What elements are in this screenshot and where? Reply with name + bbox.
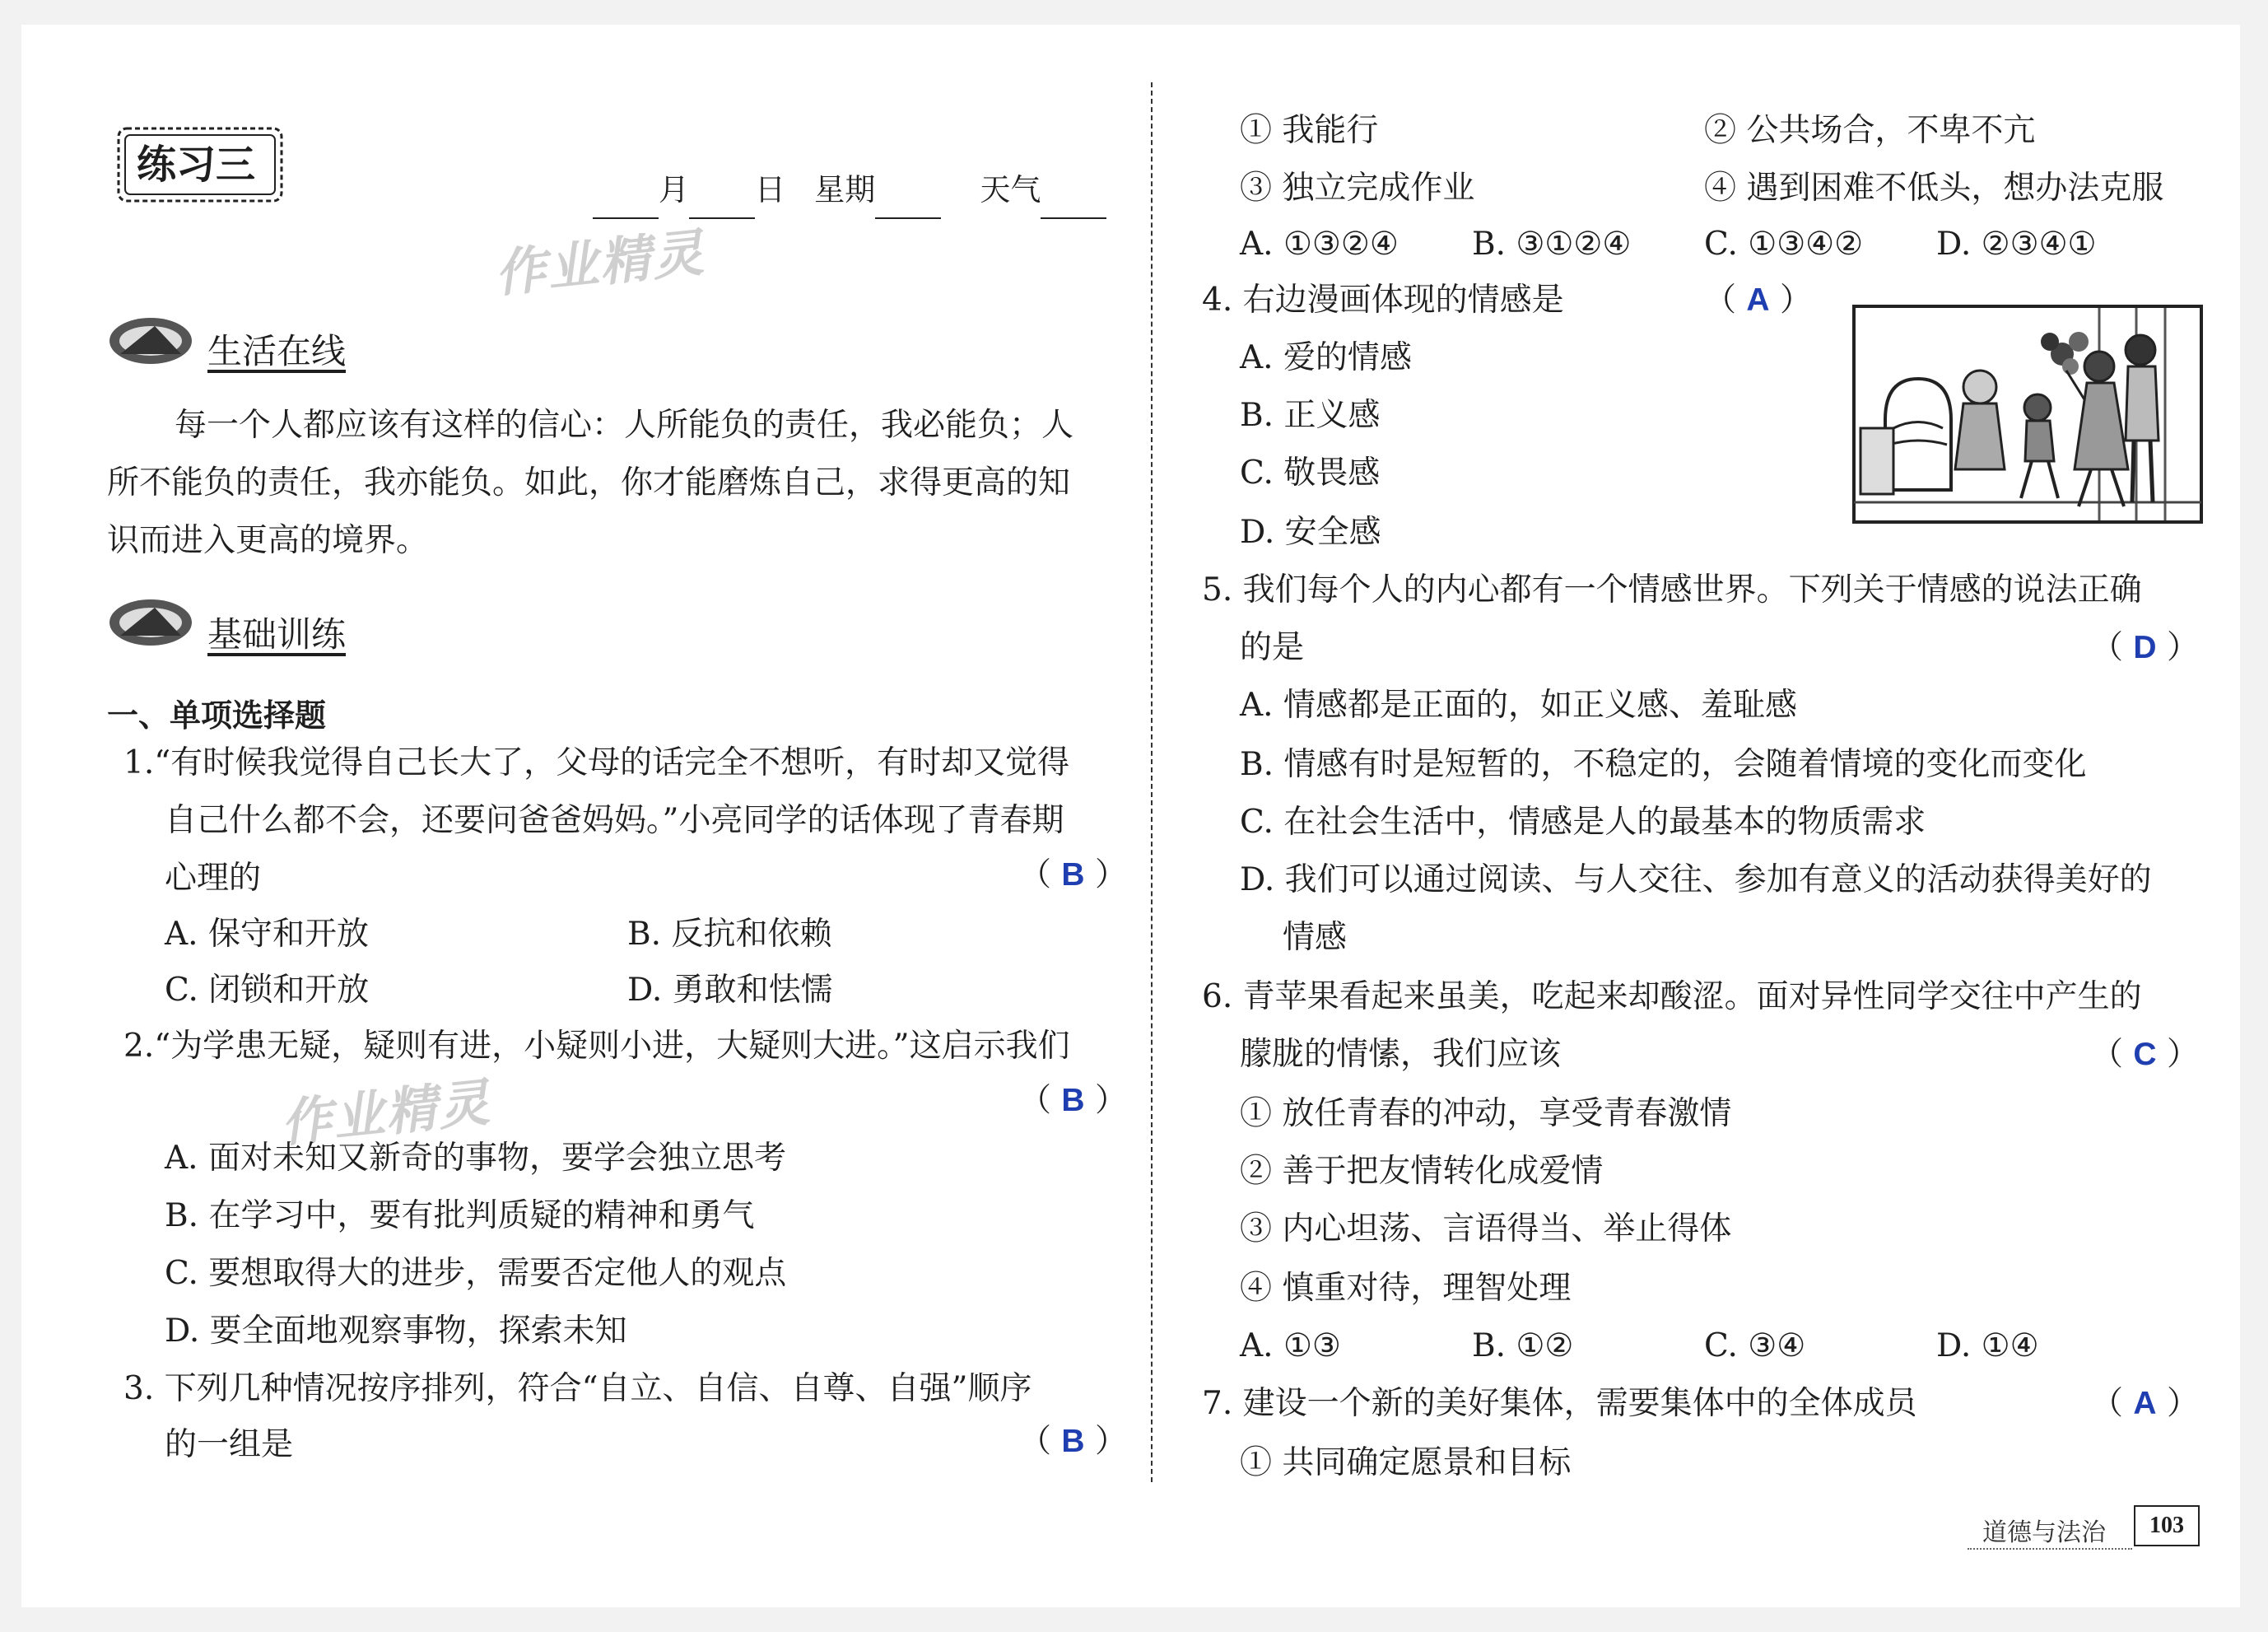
footer-dotted-line — [1968, 1548, 2132, 1550]
question-7-line: 7. 建设一个新的美好集体，需要集体中的全体成员 — [1202, 1385, 1917, 1422]
answer-q2: B — [1061, 1083, 1085, 1118]
statement-item: ④ 遇到困难不低头，想办法克服 — [1704, 170, 2164, 207]
option: C. 敬畏感 — [1240, 455, 1381, 492]
answer-bracket-q5: （ D ） — [2091, 629, 2199, 666]
intro-line: 所不能负的责任，我亦能负。如此，你才能磨炼自己，求得更高的知 — [107, 464, 1071, 501]
answer-bracket-q4: （ A ） — [1704, 282, 1812, 319]
question-4-line: 4. 右边漫画体现的情感是 — [1202, 282, 1564, 319]
option: D. ②③④① — [1936, 226, 2097, 263]
option: B. ③①②④ — [1472, 226, 1632, 263]
question-2-line: 2.“为学患无疑，疑则有进，小疑则小进，大疑则大进。”这启示我们 — [123, 1028, 1070, 1065]
option: D. ①④ — [1936, 1327, 2039, 1364]
answer-bracket-q7: （ A ） — [2091, 1385, 2199, 1422]
option: D. 要全面地观察事物，探索未知 — [165, 1313, 627, 1350]
answer-bracket-q2: （ B ） — [1019, 1082, 1127, 1119]
answer-q6: C — [2133, 1037, 2157, 1072]
option: A. 保守和开放 — [165, 916, 369, 953]
section-title-basic-training: 基础训练 — [207, 614, 347, 655]
question-1-line: 心理的 — [165, 860, 262, 897]
exercise-title-box — [114, 124, 286, 206]
answer-q7: A — [2133, 1386, 2157, 1421]
intro-line: 识而进入更高的境界。 — [107, 522, 429, 559]
option: B. 情感有时是短暂的，不稳定的，会随着情境的变化而变化 — [1240, 746, 2087, 783]
section-badge-icon — [105, 308, 196, 374]
option: C. ③④ — [1704, 1327, 1806, 1364]
statement-item: ② 公共场合，不卑不亢 — [1704, 112, 2036, 149]
statement-item: ④ 慎重对待，理智处理 — [1240, 1270, 1572, 1307]
statement-item: ① 我能行 — [1240, 112, 1379, 149]
weather-label: 天气 — [980, 172, 1041, 207]
watermark: 作业精灵 — [491, 221, 708, 305]
option: D. 勇敢和怯懦 — [627, 972, 833, 1009]
question-1-line: 1.“有时候我觉得自己长大了，父母的话完全不想听，有时却又觉得 — [123, 744, 1070, 781]
question-6-line: 6. 青苹果看起来虽美，吃起来却酸涩。面对异性同学交往中产生的 — [1202, 978, 2142, 1015]
column-divider — [1151, 82, 1153, 1482]
option: D. 安全感 — [1240, 514, 1381, 551]
cartoon-illustration — [1852, 305, 2203, 524]
option: A. 面对未知又新奇的事物，要学会独立思考 — [165, 1140, 786, 1177]
option: B. 正义感 — [1240, 397, 1381, 434]
part-heading: 一、单项选择题 — [107, 697, 327, 734]
weather-blank — [1041, 180, 1106, 219]
option: B. 反抗和依赖 — [627, 916, 832, 953]
question-3-line: 的一组是 — [165, 1426, 294, 1463]
option: C. ①③④② — [1704, 226, 1864, 263]
page-number: 103 — [2134, 1505, 2200, 1546]
statement-item: ① 共同确定愿景和目标 — [1240, 1444, 1572, 1481]
answer-q4: A — [1746, 282, 1770, 318]
watermark: 作业精灵 — [277, 1071, 494, 1154]
option: D. 我们可以通过阅读、与人交往、参加有意义的活动获得美好的 — [1240, 861, 2152, 898]
weekday-blank — [875, 180, 941, 219]
section-title-life-online: 生活在线 — [207, 331, 347, 371]
answer-q3: B — [1061, 1424, 1085, 1459]
month-label: 月 — [659, 172, 689, 207]
day-label: 日 — [755, 172, 785, 207]
option: C. 在社会生活中，情感是人的最基本的物质需求 — [1240, 804, 1926, 841]
intro-line: 每一个人都应该有这样的信心：人所能负的责任，我必能负；人 — [175, 407, 1074, 444]
answer-bracket-q6: （ C ） — [2091, 1036, 2199, 1073]
option: A. 情感都是正面的，如正义感、羞耻感 — [1240, 687, 1797, 724]
answer-bracket-q1: （ B ） — [1019, 856, 1127, 893]
weekday-label: 星期 — [814, 172, 876, 207]
option: A. 爱的情感 — [1240, 339, 1412, 376]
option: B. ①② — [1472, 1327, 1574, 1364]
question-6-line: 朦胧的情愫，我们应该 — [1240, 1036, 1562, 1073]
month-blank — [593, 180, 659, 219]
answer-q1: B — [1061, 857, 1085, 893]
answer-q5: D — [2133, 630, 2157, 665]
statement-item: ② 善于把友情转化成爱情 — [1240, 1153, 1604, 1190]
option: A. ①③ — [1240, 1327, 1341, 1364]
question-5-line: 的是 — [1240, 629, 1305, 666]
date-line — [593, 161, 1106, 219]
option: B. 在学习中，要有批判质疑的精神和勇气 — [165, 1197, 755, 1234]
statement-item: ③ 独立完成作业 — [1240, 170, 1475, 207]
exercise-title: 练习三 — [137, 142, 256, 188]
footer-subject: 道德与法治 — [1982, 1518, 2106, 1547]
question-5-line: 5. 我们每个人的内心都有一个情感世界。下列关于情感的说法正确 — [1202, 571, 2142, 609]
option: 情感 — [1283, 919, 1348, 956]
question-1-line: 自己什么都不会，还要问爸爸妈妈。”小亮同学的话体现了青春期 — [165, 802, 1064, 839]
question-3-line: 3. 下列几种情况按序排列，符合“自立、自信、自尊、自强”顺序 — [123, 1370, 1032, 1407]
answer-bracket-q3: （ B ） — [1019, 1423, 1127, 1460]
option: C. 要想取得大的进步，需要否定他人的观点 — [165, 1255, 787, 1292]
statement-item: ③ 内心坦荡、言语得当、举止得体 — [1240, 1210, 1732, 1247]
section-badge-icon — [105, 590, 196, 655]
statement-item: ① 放任青春的冲动，享受青春激情 — [1240, 1095, 1732, 1132]
option: A. ①③②④ — [1240, 226, 1399, 263]
option: C. 闭锁和开放 — [165, 972, 370, 1009]
